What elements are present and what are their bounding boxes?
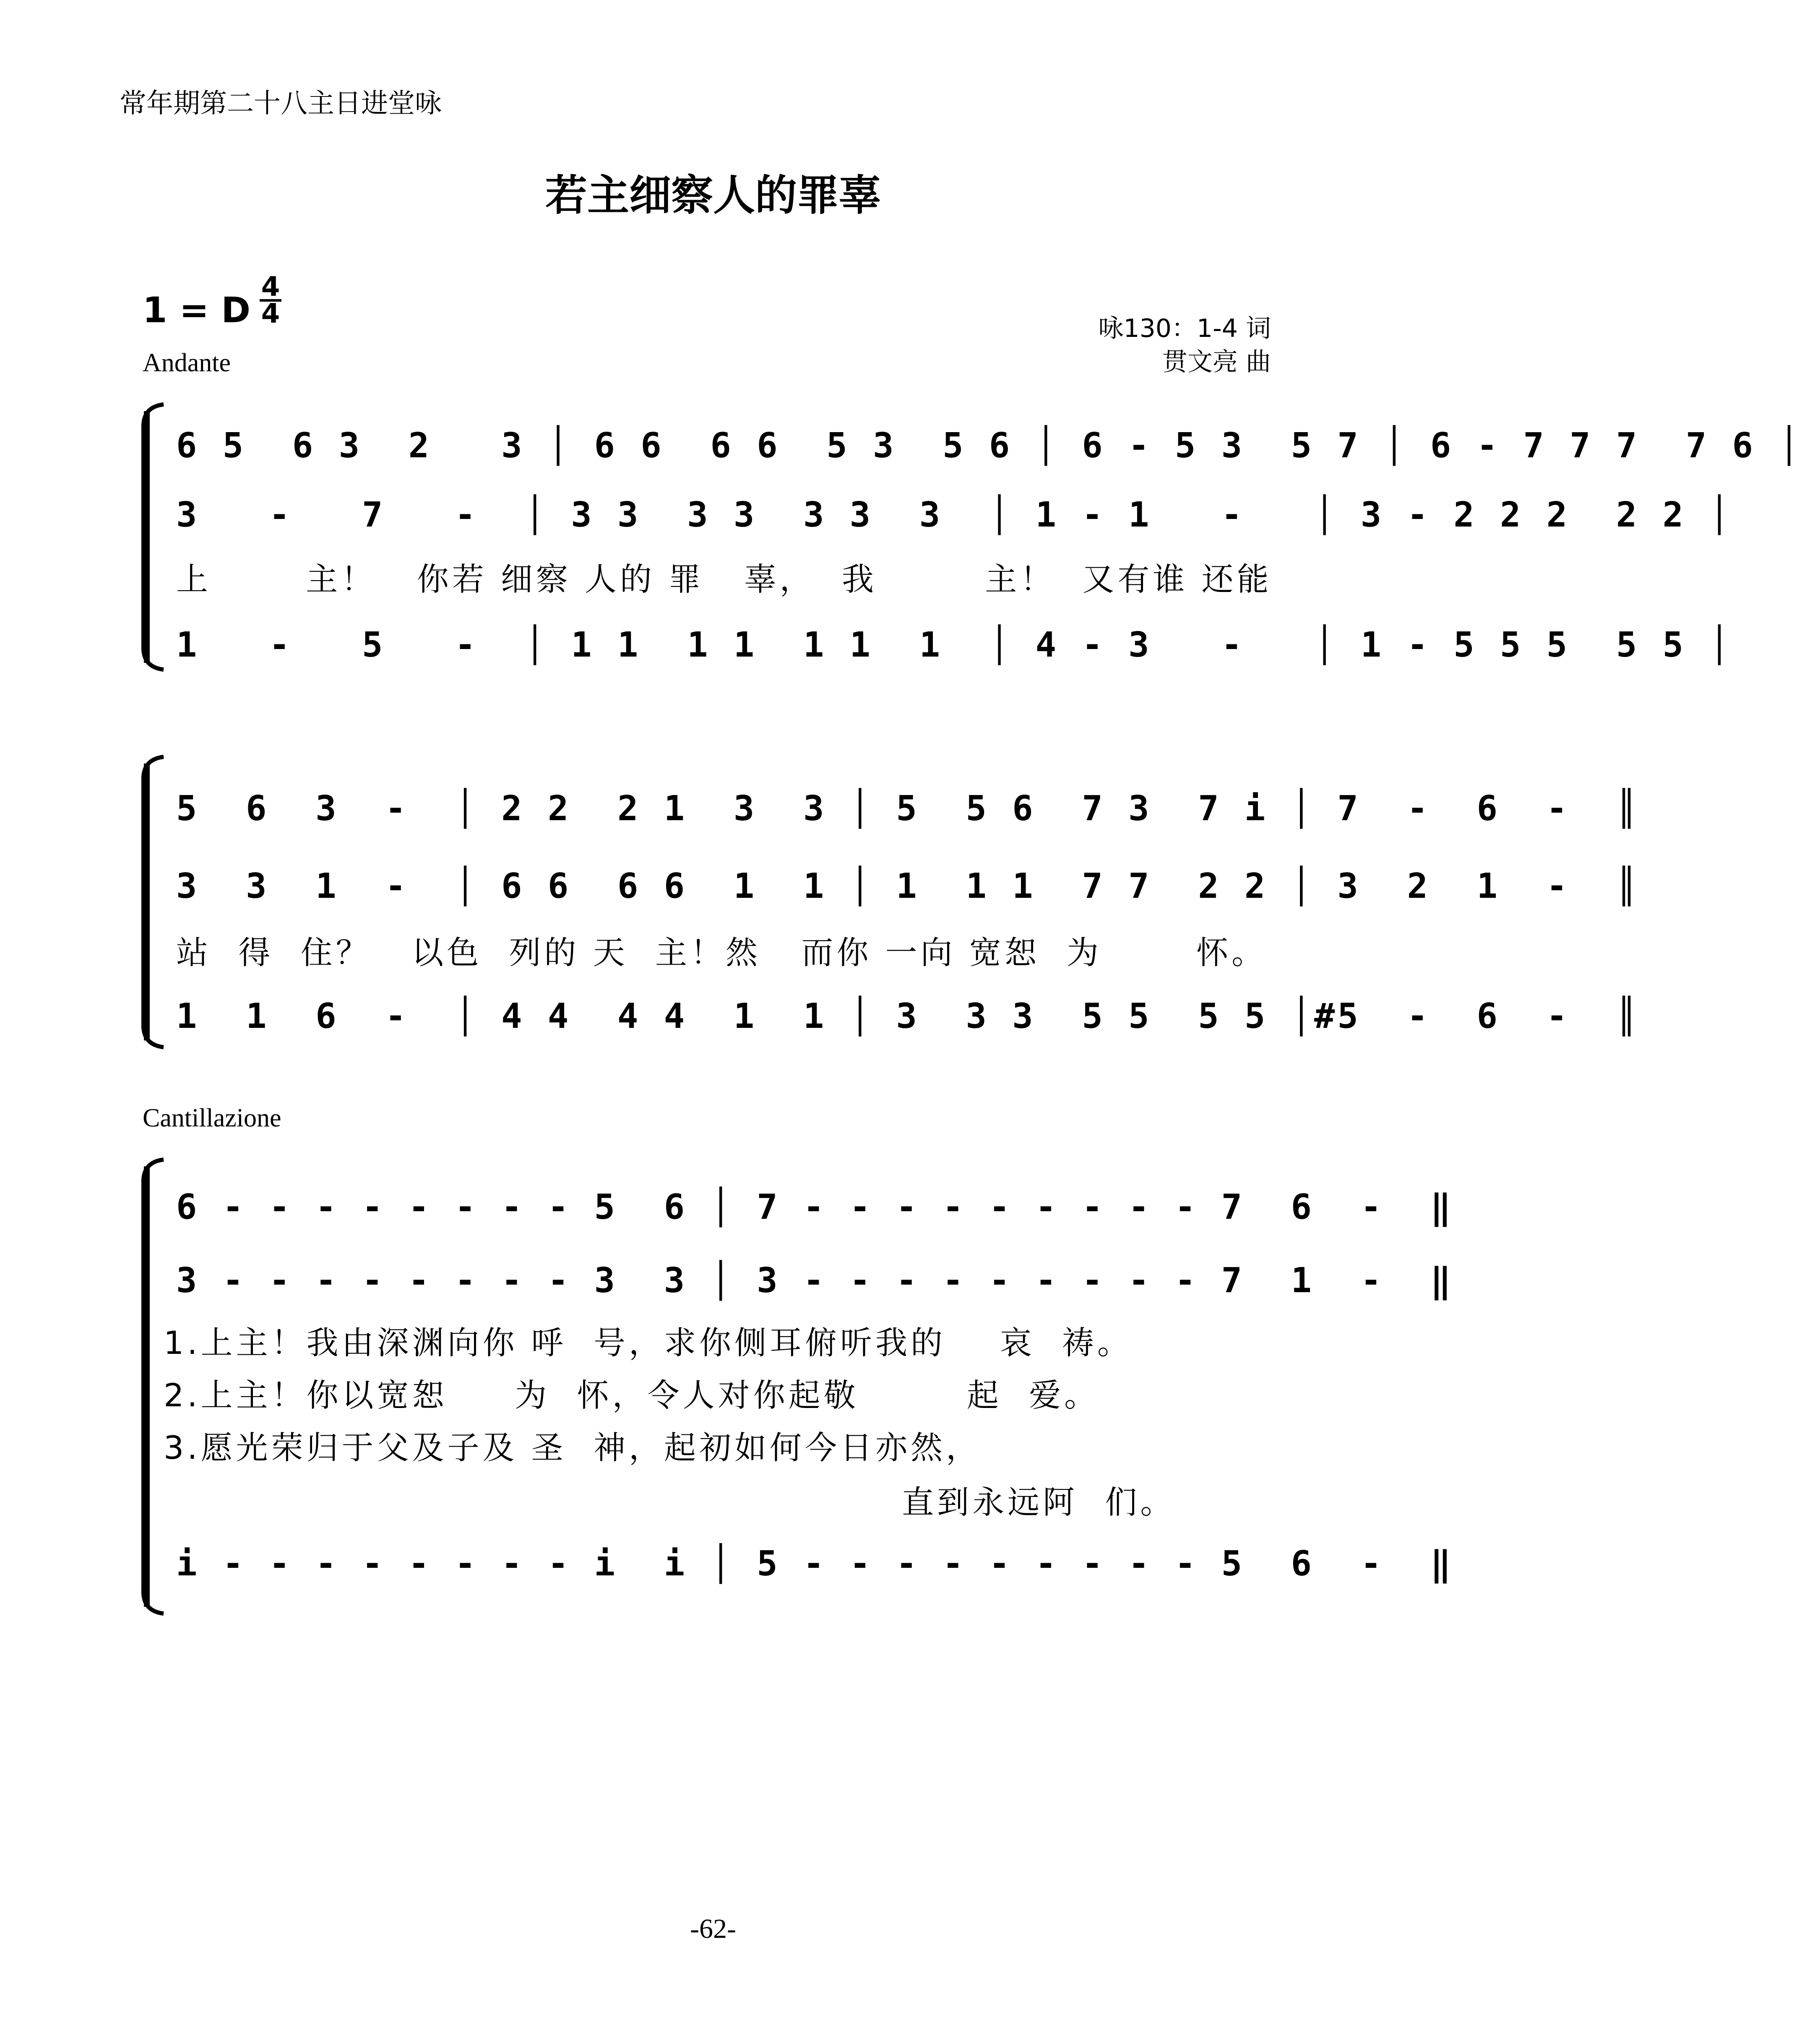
verse-2: 2.上主！你以宽恕 为 怀，令人对你起敬 起 爱。 [164, 1377, 1100, 1414]
bass-line-3: i - - - - - - - - i i │ 5 - - - - - - - - - 5 6 - ‖ [176, 1544, 1454, 1584]
occasion-label: 常年期第二十八主日进堂咏 [120, 88, 442, 119]
brace-graphic [138, 403, 168, 671]
song-title: 若主细察人的罪辜 [545, 171, 881, 220]
page-number: -62- [690, 1914, 736, 1944]
alto-line-2: 3 3 1 - │ 6 6 6 6 1 1 │ 1 1 1 7 7 2 2 │ 3 2 1 - ║ [176, 866, 1640, 906]
system-brace [138, 403, 168, 671]
verse-3: 3.愿光荣归于父及子及 圣 神，起初如何今日亦然， [164, 1429, 981, 1466]
time-signature [258, 271, 283, 329]
key-signature: 1 = D [143, 289, 251, 331]
tempo-marking: Andante [143, 349, 231, 377]
soprano-line-3: 6 - - - - - - - - 5 6 │ 7 - - - - - - - - - 7 6 - ‖ [176, 1187, 1454, 1227]
bass-line-2: 1 1 6 - │ 4 4 4 4 1 1 │ 3 3 3 5 5 5 5 │#5 - 6 - ║ [176, 996, 1640, 1036]
music-credit: 贯文亮 曲 [1162, 347, 1271, 377]
time-bottom: 4 [261, 298, 280, 329]
lyrics-line-2: 站 得 住？ 以色 列的 天 主！然 而你 一向 宽恕 为 怀。 [176, 934, 1267, 971]
soprano-line-2: 5 6 3 - │ 2 2 2 1 3 3 │ 5 5 6 7 3 7 i │ 7 - 6 - ║ [176, 789, 1640, 829]
alto-line-3: 3 - - - - - - - - 3 3 │ 3 - - - - - - - - - 7 1 - ‖ [176, 1261, 1454, 1301]
alto-line-1: 3 - 7 - │ 3 3 3 3 3 3 3 │ 1 - 1 - │ 3 - 2 2 2 2 2 │ [176, 495, 1732, 535]
section-label: Cantillazione [143, 1104, 281, 1132]
lyrics-line-1: 上 主！ 你若 细察 人的 罪 辜， 我 主！ 又有谁 还能 [176, 561, 1272, 598]
bass-line-1: 1 - 5 - │ 1 1 1 1 1 1 1 │ 4 - 3 - │ 1 - 5 5 5 5 5 │ [176, 625, 1732, 665]
system-brace [138, 755, 168, 1049]
soprano-line-1: 6 5 6 3 2 3 │ 6 6 6 6 5 3 5 6 │ 6 - 5 3 5 7 │ 6 - 7 7 7 7 6 │ [176, 426, 1802, 466]
text-credit: 咏130：1-4 词 [1098, 314, 1271, 343]
time-top: 4 [261, 271, 280, 302]
verse-1: 1.上主！我由深渊向你 呼 号，求你侧耳俯听我的 哀 祷。 [164, 1324, 1133, 1361]
brace-graphic [138, 755, 168, 1049]
verse-3-continued: 直到永远阿 们。 [902, 1483, 1176, 1521]
